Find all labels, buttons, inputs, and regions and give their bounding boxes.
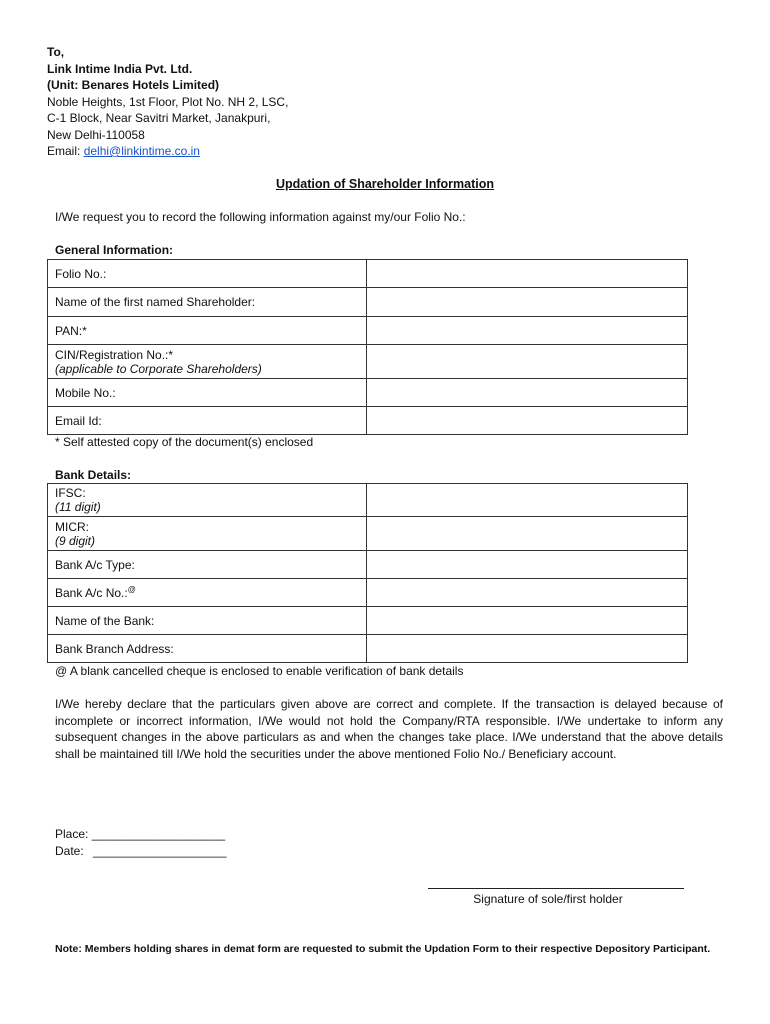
address-line-2: C-1 Block, Near Savitri Market, Janakpuri, [47,111,271,125]
row-label: Name of the Bank: [48,607,367,635]
account-number-label: Bank A/c No.: [55,586,128,600]
table-row [48,260,688,288]
row-label: Bank A/c Type: [48,551,367,579]
row-label: Name of the first named Shareholder: [48,288,367,317]
pan-input-cell[interactable] [367,317,688,345]
micr-input-cell[interactable] [367,517,688,551]
address-line-1: Noble Heights, 1st Floor, Plot No. NH 2, LSC, [47,94,289,109]
table-row [48,407,688,435]
footnote: Note: Members holding shares in demat form are requested to submit the Updation Form to their respective Depository Participant. [55,943,711,955]
recipient-address [47,44,288,160]
row-label: Bank Branch Address: [48,635,367,663]
table-row [48,288,688,317]
row-label [48,517,367,551]
date-label: Date: [55,844,84,858]
shareholder-name-input-cell[interactable] [367,288,688,317]
table-row [48,379,688,407]
cin-input-cell[interactable] [367,345,688,379]
bank-details-heading: Bank Details: [55,468,132,482]
row-label: Email Id: [48,407,367,435]
general-info-table [47,259,688,435]
address-line-3: New Delhi-110058 [47,127,145,142]
table-row [48,579,688,607]
row-label: Mobile No.: [48,379,367,407]
signature-label: Signature of sole/first holder [473,892,623,906]
branch-address-input-cell[interactable] [367,635,688,663]
form-title: Updation of Shareholder Information [275,177,495,191]
email-link[interactable]: delhi@linkintime.co.in [83,144,200,158]
account-number-input-cell[interactable] [367,579,688,607]
bank-details-table [47,483,688,663]
table-row [48,317,688,345]
row-label [48,484,367,517]
at-sign-superscript: @ [127,585,136,594]
micr-sublabel: (9 digit) [55,533,96,548]
ifsc-sublabel: (11 digit) [55,500,101,514]
cin-label: CIN/Registration No.:* [55,347,174,362]
row-label [48,579,367,607]
row-label [48,345,367,379]
general-info-heading: General Information: [55,243,174,257]
account-type-input-cell[interactable] [367,551,688,579]
table-row [48,484,688,517]
micr-label: MICR: [55,519,89,534]
row-label: Folio No.: [48,260,367,288]
ifsc-input-cell[interactable] [367,484,688,517]
unit-name: (Unit: Benares Hotels Limited) [47,78,220,92]
ifsc-label: IFSC: [55,486,86,500]
email-input-cell[interactable] [367,407,688,435]
date-field[interactable]: ____________________ [93,844,227,858]
email-label: Email: [47,144,81,158]
table-row [48,517,688,551]
row-label: PAN:* [48,317,367,345]
declaration-paragraph: I/We hereby declare that the particulars given above are correct and complete. If the transaction is delayed because of incomplete or incorrect information, I/We would not hold the Company/RTA responsible. I/We undertake to inform any subsequent changes in the above particulars as and when the changes take place. I/We understand that the above details shall be maintained till I/We hold the securities under the above mentioned Folio No./ Beneficiary account. [55,697,723,761]
signature-line[interactable] [428,888,684,889]
place-row [55,827,225,841]
place-label: Place: [55,827,89,841]
salutation: To, [47,45,65,59]
self-attested-note: * Self attested copy of the document(s) enclosed [55,435,314,449]
table-row [48,635,688,663]
place-field[interactable]: ____________________ [91,827,226,841]
table-row [48,551,688,579]
email-row [47,143,288,160]
table-row [48,607,688,635]
cheque-note: @ A blank cancelled cheque is enclosed to enable verification of bank details [55,664,464,678]
table-row [48,345,688,379]
mobile-input-cell[interactable] [367,379,688,407]
date-row [55,844,227,858]
folio-input-cell[interactable] [367,260,688,288]
cin-sublabel: (applicable to Corporate Shareholders) [55,361,262,376]
bank-name-input-cell[interactable] [367,607,688,635]
intro-text: I/We request you to record the following information against my/our Folio No.: [55,210,466,224]
company-name: Link Intime India Pvt. Ltd. [47,61,193,76]
